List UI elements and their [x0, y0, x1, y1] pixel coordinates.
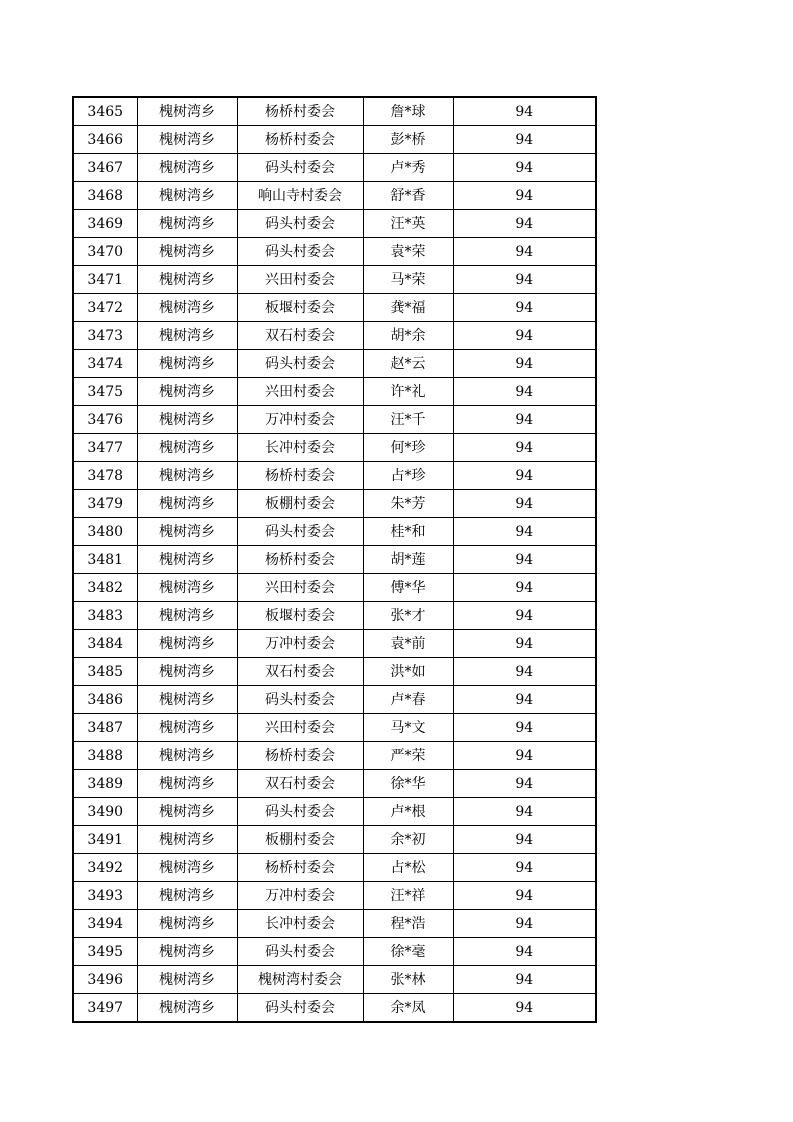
person-name-cell: 龚*福 — [363, 294, 453, 322]
person-name-cell: 胡*余 — [363, 322, 453, 350]
township-cell: 槐树湾乡 — [137, 462, 237, 490]
person-name-cell: 桂*和 — [363, 518, 453, 546]
township-cell: 槐树湾乡 — [137, 882, 237, 910]
township-cell: 槐树湾乡 — [137, 742, 237, 770]
township-cell: 槐树湾乡 — [137, 994, 237, 1023]
score-cell: 94 — [453, 686, 596, 714]
score-cell: 94 — [453, 574, 596, 602]
row-number-cell: 3494 — [73, 910, 137, 938]
village-committee-cell: 槐树湾村委会 — [237, 966, 363, 994]
person-name-cell: 胡*莲 — [363, 546, 453, 574]
row-number-cell: 3473 — [73, 322, 137, 350]
row-number-cell: 3467 — [73, 154, 137, 182]
table-row — [73, 462, 596, 490]
person-name-cell: 舒*香 — [363, 182, 453, 210]
table-row — [73, 182, 596, 210]
village-committee-cell: 码头村委会 — [237, 686, 363, 714]
person-name-cell: 袁*前 — [363, 630, 453, 658]
village-committee-cell: 板棚村委会 — [237, 826, 363, 854]
score-cell: 94 — [453, 658, 596, 686]
township-cell: 槐树湾乡 — [137, 406, 237, 434]
score-cell: 94 — [453, 154, 596, 182]
township-cell: 槐树湾乡 — [137, 798, 237, 826]
person-name-cell: 马*荣 — [363, 266, 453, 294]
person-name-cell: 占*珍 — [363, 462, 453, 490]
village-committee-cell: 长冲村委会 — [237, 434, 363, 462]
score-cell: 94 — [453, 910, 596, 938]
township-cell: 槐树湾乡 — [137, 686, 237, 714]
village-committee-cell: 板堰村委会 — [237, 294, 363, 322]
township-cell: 槐树湾乡 — [137, 154, 237, 182]
row-number-cell: 3487 — [73, 714, 137, 742]
table-row — [73, 630, 596, 658]
township-cell: 槐树湾乡 — [137, 322, 237, 350]
township-cell: 槐树湾乡 — [137, 770, 237, 798]
row-number-cell: 3477 — [73, 434, 137, 462]
village-committee-cell: 万冲村委会 — [237, 406, 363, 434]
row-number-cell: 3488 — [73, 742, 137, 770]
table-row — [73, 97, 596, 126]
person-name-cell: 卢*秀 — [363, 154, 453, 182]
score-cell: 94 — [453, 742, 596, 770]
village-committee-cell: 杨桥村委会 — [237, 462, 363, 490]
row-number-cell: 3482 — [73, 574, 137, 602]
township-cell: 槐树湾乡 — [137, 238, 237, 266]
person-name-cell: 许*礼 — [363, 378, 453, 406]
township-cell: 槐树湾乡 — [137, 966, 237, 994]
table-row — [73, 994, 596, 1023]
table-row — [73, 238, 596, 266]
score-cell: 94 — [453, 518, 596, 546]
row-number-cell: 3483 — [73, 602, 137, 630]
table-row — [73, 574, 596, 602]
village-committee-cell: 码头村委会 — [237, 210, 363, 238]
township-cell: 槐树湾乡 — [137, 182, 237, 210]
village-committee-cell: 兴田村委会 — [237, 574, 363, 602]
village-committee-cell: 响山寺村委会 — [237, 182, 363, 210]
score-cell: 94 — [453, 182, 596, 210]
township-cell: 槐树湾乡 — [137, 210, 237, 238]
row-number-cell: 3496 — [73, 966, 137, 994]
table-row — [73, 126, 596, 154]
score-cell: 94 — [453, 854, 596, 882]
village-committee-cell: 兴田村委会 — [237, 378, 363, 406]
township-cell: 槐树湾乡 — [137, 490, 237, 518]
person-name-cell: 余*凤 — [363, 994, 453, 1023]
row-number-cell: 3485 — [73, 658, 137, 686]
row-number-cell: 3495 — [73, 938, 137, 966]
table-row — [73, 518, 596, 546]
village-committee-cell: 码头村委会 — [237, 798, 363, 826]
table-row — [73, 210, 596, 238]
score-cell: 94 — [453, 462, 596, 490]
score-cell: 94 — [453, 350, 596, 378]
score-cell: 94 — [453, 966, 596, 994]
village-committee-cell: 长冲村委会 — [237, 910, 363, 938]
person-name-cell: 汪*英 — [363, 210, 453, 238]
row-number-cell: 3469 — [73, 210, 137, 238]
table-row — [73, 714, 596, 742]
village-committee-cell: 万冲村委会 — [237, 882, 363, 910]
row-number-cell: 3491 — [73, 826, 137, 854]
row-number-cell: 3476 — [73, 406, 137, 434]
row-number-cell: 3484 — [73, 630, 137, 658]
table-row — [73, 266, 596, 294]
row-number-cell: 3489 — [73, 770, 137, 798]
township-cell: 槐树湾乡 — [137, 630, 237, 658]
village-committee-cell: 万冲村委会 — [237, 630, 363, 658]
person-name-cell: 赵*云 — [363, 350, 453, 378]
township-cell: 槐树湾乡 — [137, 434, 237, 462]
score-cell: 94 — [453, 406, 596, 434]
township-cell: 槐树湾乡 — [137, 658, 237, 686]
person-name-cell: 余*初 — [363, 826, 453, 854]
score-cell: 94 — [453, 882, 596, 910]
score-cell: 94 — [453, 294, 596, 322]
table-row — [73, 770, 596, 798]
village-committee-cell: 码头村委会 — [237, 938, 363, 966]
row-number-cell: 3481 — [73, 546, 137, 574]
person-name-cell: 程*浩 — [363, 910, 453, 938]
person-name-cell: 洪*如 — [363, 658, 453, 686]
person-name-cell: 汪*千 — [363, 406, 453, 434]
row-number-cell: 3465 — [73, 97, 137, 126]
township-cell: 槐树湾乡 — [137, 126, 237, 154]
table-row — [73, 910, 596, 938]
person-name-cell: 朱*芳 — [363, 490, 453, 518]
score-cell: 94 — [453, 602, 596, 630]
score-cell: 94 — [453, 378, 596, 406]
table-row — [73, 798, 596, 826]
row-number-cell: 3486 — [73, 686, 137, 714]
person-name-cell: 徐*华 — [363, 770, 453, 798]
score-cell: 94 — [453, 546, 596, 574]
score-cell: 94 — [453, 490, 596, 518]
table-row — [73, 378, 596, 406]
township-cell: 槐树湾乡 — [137, 714, 237, 742]
person-name-cell: 何*珍 — [363, 434, 453, 462]
table-row — [73, 294, 596, 322]
score-cell: 94 — [453, 826, 596, 854]
table-row — [73, 742, 596, 770]
township-cell: 槐树湾乡 — [137, 350, 237, 378]
row-number-cell: 3471 — [73, 266, 137, 294]
village-committee-cell: 码头村委会 — [237, 154, 363, 182]
village-committee-cell: 板堰村委会 — [237, 602, 363, 630]
village-committee-cell: 板棚村委会 — [237, 490, 363, 518]
table-row — [73, 882, 596, 910]
township-cell: 槐树湾乡 — [137, 602, 237, 630]
row-number-cell: 3475 — [73, 378, 137, 406]
village-committee-cell: 杨桥村委会 — [237, 742, 363, 770]
person-name-cell: 卢*春 — [363, 686, 453, 714]
village-committee-cell: 杨桥村委会 — [237, 546, 363, 574]
table-row — [73, 826, 596, 854]
person-name-cell: 严*荣 — [363, 742, 453, 770]
person-name-cell: 傅*华 — [363, 574, 453, 602]
table-row — [73, 490, 596, 518]
township-cell: 槐树湾乡 — [137, 826, 237, 854]
score-cell: 94 — [453, 938, 596, 966]
village-committee-cell: 兴田村委会 — [237, 714, 363, 742]
township-cell: 槐树湾乡 — [137, 294, 237, 322]
person-name-cell: 彭*桥 — [363, 126, 453, 154]
row-number-cell: 3470 — [73, 238, 137, 266]
township-cell: 槐树湾乡 — [137, 518, 237, 546]
village-committee-cell: 杨桥村委会 — [237, 126, 363, 154]
township-cell: 槐树湾乡 — [137, 938, 237, 966]
row-number-cell: 3493 — [73, 882, 137, 910]
village-committee-cell: 兴田村委会 — [237, 266, 363, 294]
township-cell: 槐树湾乡 — [137, 854, 237, 882]
table-row — [73, 350, 596, 378]
score-cell: 94 — [453, 322, 596, 350]
village-committee-cell: 码头村委会 — [237, 238, 363, 266]
score-cell: 94 — [453, 97, 596, 126]
row-number-cell: 3479 — [73, 490, 137, 518]
table-row — [73, 686, 596, 714]
row-number-cell: 3492 — [73, 854, 137, 882]
table-body — [73, 97, 596, 1022]
score-cell: 94 — [453, 126, 596, 154]
township-cell: 槐树湾乡 — [137, 546, 237, 574]
row-number-cell: 3474 — [73, 350, 137, 378]
score-cell: 94 — [453, 714, 596, 742]
score-cell: 94 — [453, 238, 596, 266]
person-name-cell: 詹*球 — [363, 97, 453, 126]
village-committee-cell: 双石村委会 — [237, 770, 363, 798]
village-committee-cell: 码头村委会 — [237, 994, 363, 1023]
score-cell: 94 — [453, 434, 596, 462]
score-cell: 94 — [453, 630, 596, 658]
table-row — [73, 406, 596, 434]
row-number-cell: 3490 — [73, 798, 137, 826]
data-table — [72, 96, 597, 1023]
village-committee-cell: 码头村委会 — [237, 350, 363, 378]
person-name-cell: 徐*毫 — [363, 938, 453, 966]
person-name-cell: 汪*祥 — [363, 882, 453, 910]
score-cell: 94 — [453, 266, 596, 294]
person-name-cell: 张*林 — [363, 966, 453, 994]
row-number-cell: 3466 — [73, 126, 137, 154]
score-cell: 94 — [453, 770, 596, 798]
table-row — [73, 322, 596, 350]
village-committee-cell: 双石村委会 — [237, 658, 363, 686]
score-cell: 94 — [453, 994, 596, 1023]
person-name-cell: 占*松 — [363, 854, 453, 882]
person-name-cell: 马*文 — [363, 714, 453, 742]
person-name-cell: 卢*根 — [363, 798, 453, 826]
table-row — [73, 602, 596, 630]
table-row — [73, 154, 596, 182]
table-row — [73, 658, 596, 686]
row-number-cell: 3472 — [73, 294, 137, 322]
village-committee-cell: 杨桥村委会 — [237, 854, 363, 882]
row-number-cell: 3468 — [73, 182, 137, 210]
table-row — [73, 854, 596, 882]
score-cell: 94 — [453, 210, 596, 238]
township-cell: 槐树湾乡 — [137, 574, 237, 602]
table-row — [73, 966, 596, 994]
village-committee-cell: 双石村委会 — [237, 322, 363, 350]
row-number-cell: 3497 — [73, 994, 137, 1023]
table-row — [73, 434, 596, 462]
table-row — [73, 938, 596, 966]
person-name-cell: 张*才 — [363, 602, 453, 630]
township-cell: 槐树湾乡 — [137, 266, 237, 294]
village-committee-cell: 杨桥村委会 — [237, 97, 363, 126]
row-number-cell: 3478 — [73, 462, 137, 490]
score-cell: 94 — [453, 798, 596, 826]
township-cell: 槐树湾乡 — [137, 910, 237, 938]
township-cell: 槐树湾乡 — [137, 97, 237, 126]
table-row — [73, 546, 596, 574]
person-name-cell: 袁*荣 — [363, 238, 453, 266]
row-number-cell: 3480 — [73, 518, 137, 546]
township-cell: 槐树湾乡 — [137, 378, 237, 406]
village-committee-cell: 码头村委会 — [237, 518, 363, 546]
